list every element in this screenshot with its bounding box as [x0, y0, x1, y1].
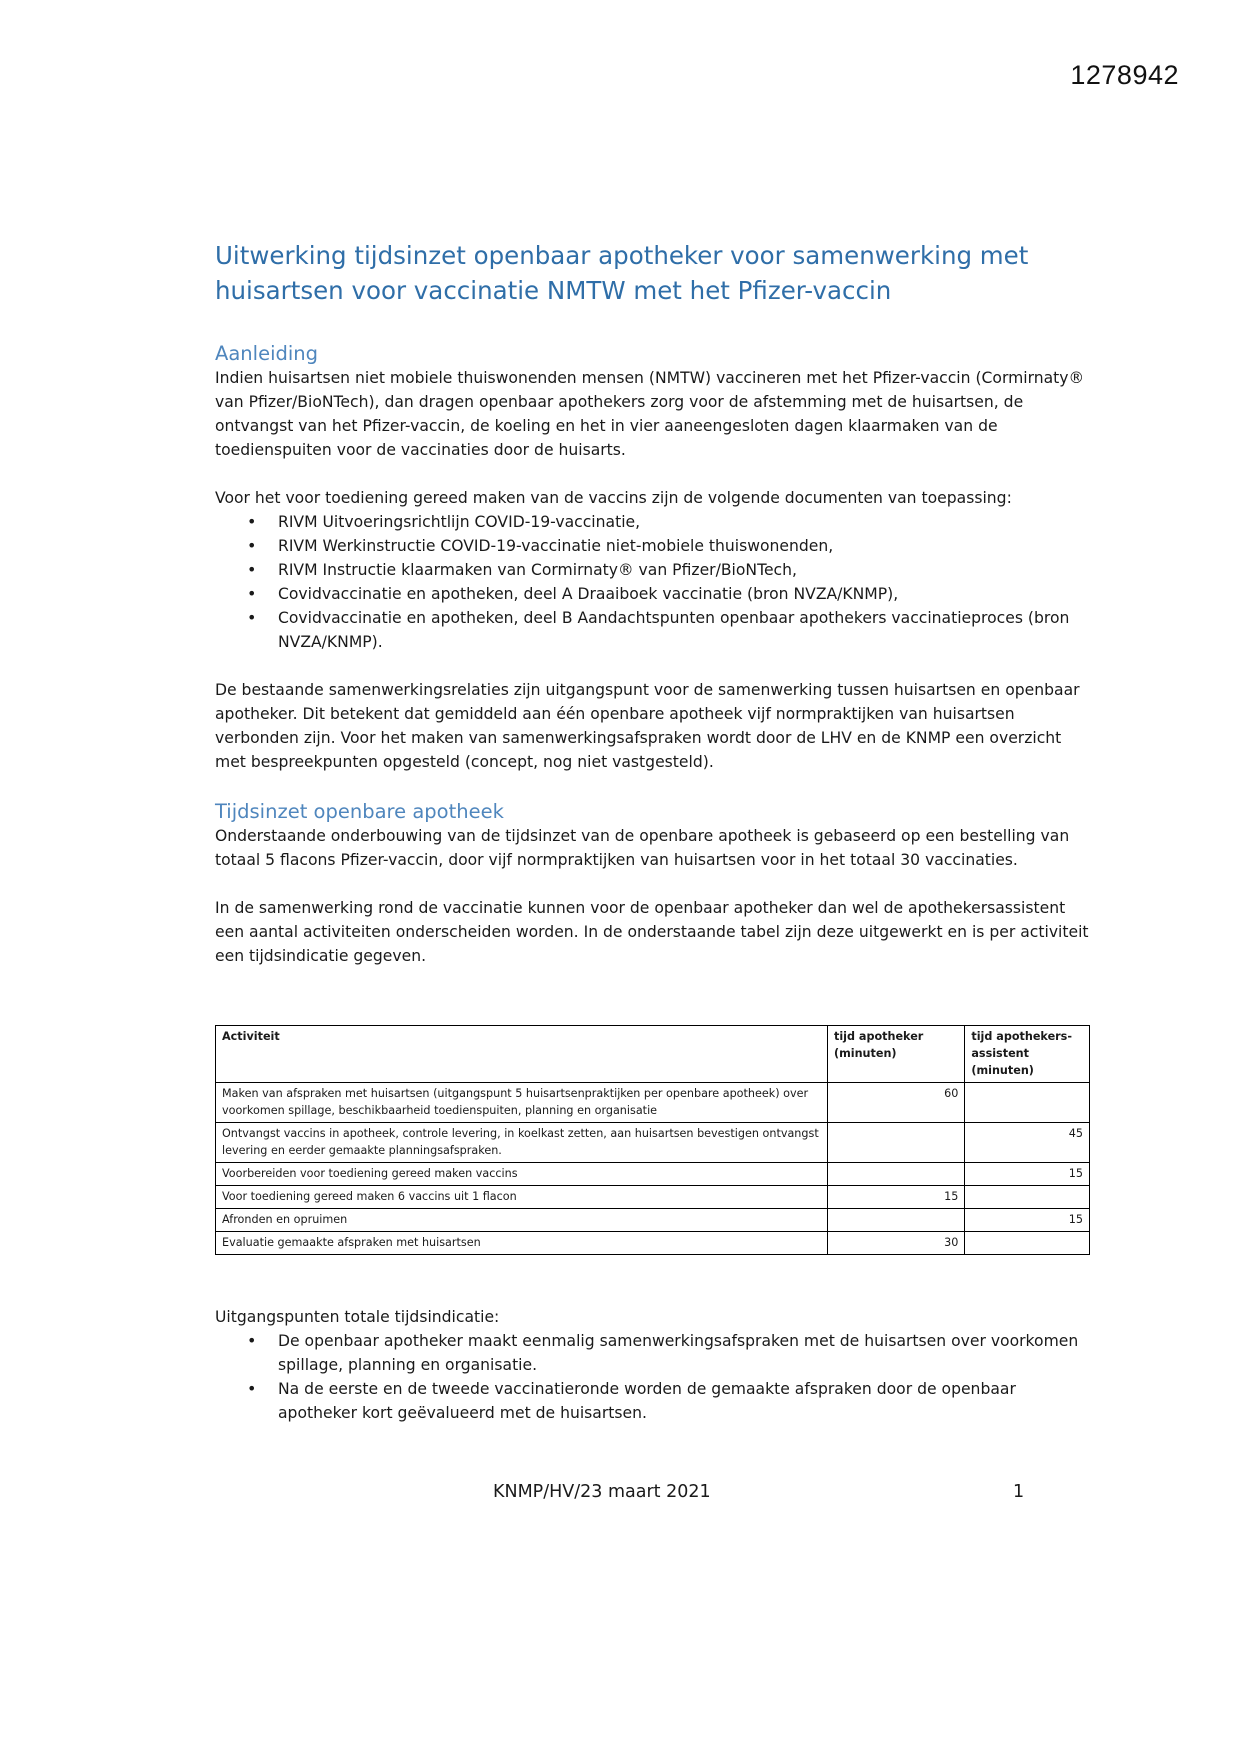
- list-item: • Covidvaccinatie en apotheken, deel A Draaiboek vaccinatie (bron NVZA/KNMP),: [215, 582, 1095, 606]
- column-header-tijd-apotheker: tijd apotheker (minuten): [827, 1026, 964, 1083]
- list-item: • De openbaar apotheker maakt eenmalig samenwerkingsafspraken met de huisartsen over voorkomen spillage, planning en organisatie.: [215, 1329, 1095, 1377]
- column-header-tijd-assistent: tijd apothekers-assistent (minuten): [965, 1026, 1090, 1083]
- paragraph-samenwerking: De bestaande samenwerkingsrelaties zijn uitgangspunt voor de samenwerking tussen huisartsen en openbaar apotheker. Dit betekent dat gemiddeld aan één openbare apotheek vijf normpraktijken van huisartsen verbonden zijn. Voor het maken van samenwerkingsafspraken wordt door de LHV en de KNMP een overzicht met bespreekpunten opgesteld (concept, nog niet vastgesteld).: [215, 681, 1080, 771]
- paragraph-activiteiten: In de samenwerking rond de vaccinatie kunnen voor de openbaar apotheker dan wel de apothekersassistent een aantal activiteiten onderscheiden worden. In de onderstaande tabel zijn deze uitgewerkt en is per activiteit een tijdsindicatie gegeven.: [215, 899, 1089, 965]
- table-row: [216, 1232, 1090, 1255]
- cell-activiteit: Voorbereiden voor toediening gereed maken vaccins: [216, 1163, 828, 1186]
- cell-apotheker: 15: [827, 1186, 964, 1209]
- paragraph-onderbouwing: Onderstaande onderbouwing van de tijdsinzet van de openbare apotheek is gebaseerd op een bestelling van totaal 5 flacons Pfizer-vaccin, door vijf normpraktijken van huisartsen voor in het totaal 30 vaccinaties.: [215, 827, 1070, 869]
- page-title: Uitwerking tijdsinzet openbaar apotheker voor samenwerking met huisartsen voor vaccinatie NMTW met het Pfizer-vaccin: [215, 241, 1029, 305]
- table-header-row: [216, 1026, 1090, 1083]
- list-item: • RIVM Instructie klaarmaken van Cormirnaty® van Pfizer/BioNTech,: [215, 558, 1095, 582]
- section-heading-tijdsinzet: Tijdsinzet openbare apotheek: [215, 800, 504, 823]
- column-header-activiteit: Activiteit: [216, 1026, 828, 1083]
- list-item: • Na de eerste en de tweede vaccinatieronde worden de gemaakte afspraken door de openbaar apotheker kort geëvalueerd met de huisartsen.: [215, 1377, 1095, 1425]
- document-body: [215, 238, 1095, 968]
- cell-assistent: [965, 1083, 1090, 1123]
- cell-apotheker: 30: [827, 1232, 964, 1255]
- cell-activiteit: Evaluatie gemaakte afspraken met huisartsen: [216, 1232, 828, 1255]
- cell-assistent: [965, 1186, 1090, 1209]
- cell-assistent: [965, 1232, 1090, 1255]
- list-item: • RIVM Uitvoeringsrichtlijn COVID-19-vaccinatie,: [215, 510, 1095, 534]
- documents-list: [215, 510, 1095, 654]
- footer-text: KNMP/HV/23 maart 2021: [493, 1482, 711, 1502]
- cell-activiteit: Ontvangst vaccins in apotheek, controle levering, in koelkast zetten, aan huisartsen bevestigen ontvangst levering en eerder gemaakte planningsafspraken.: [216, 1123, 828, 1163]
- activity-table: [215, 1025, 1090, 1255]
- table-row: [216, 1186, 1090, 1209]
- cell-assistent: 45: [965, 1123, 1090, 1163]
- cell-activiteit: Afronden en opruimen: [216, 1209, 828, 1232]
- uitgangspunten-section: [215, 1305, 1095, 1425]
- cell-activiteit: Maken van afspraken met huisartsen (uitgangspunt 5 huisartsenpraktijken per openbare apotheek) over voorkomen spillage, beschikbaarheid toedienspuiten, planning en organisatie: [216, 1083, 828, 1123]
- table-row: [216, 1123, 1090, 1163]
- list-item: • Covidvaccinatie en apotheken, deel B Aandachtspunten openbaar apothekers vaccinatieproces (bron NVZA/KNMP).: [215, 606, 1095, 654]
- section-heading-aanleiding: Aanleiding: [215, 342, 319, 365]
- cell-assistent: 15: [965, 1209, 1090, 1232]
- uitgangspunten-intro: Uitgangspunten totale tijdsindicatie:: [215, 1308, 500, 1326]
- document-id: 1278942: [1070, 60, 1179, 90]
- cell-apotheker: [827, 1163, 964, 1186]
- uitgangspunten-list: [215, 1329, 1095, 1425]
- cell-assistent: 15: [965, 1163, 1090, 1186]
- table-row: [216, 1209, 1090, 1232]
- paragraph-documents-intro: Voor het voor toediening gereed maken van de vaccins zijn de volgende documenten van toepassing:: [215, 489, 1012, 507]
- cell-apotheker: [827, 1123, 964, 1163]
- table-row: [216, 1083, 1090, 1123]
- list-item: • RIVM Werkinstructie COVID-19-vaccinatie niet-mobiele thuiswonenden,: [215, 534, 1095, 558]
- paragraph-intro: Indien huisartsen niet mobiele thuiswonenden mensen (NMTW) vaccineren met het Pfizer-vaccin (Cormirnaty® van Pfizer/BioNTech), dan dragen openbaar apothekers zorg voor de afstemming met de huisartsen, de ontvangst van het Pfizer-vaccin, de koeling en het in vier aaneengesloten dagen klaarmaken van de toedienspuiten voor de vaccinaties door de huisarts.: [215, 369, 1085, 459]
- page-number: 1: [1013, 1482, 1025, 1502]
- cell-apotheker: [827, 1209, 964, 1232]
- table-row: [216, 1163, 1090, 1186]
- cell-activiteit: Voor toediening gereed maken 6 vaccins uit 1 flacon: [216, 1186, 828, 1209]
- cell-apotheker: 60: [827, 1083, 964, 1123]
